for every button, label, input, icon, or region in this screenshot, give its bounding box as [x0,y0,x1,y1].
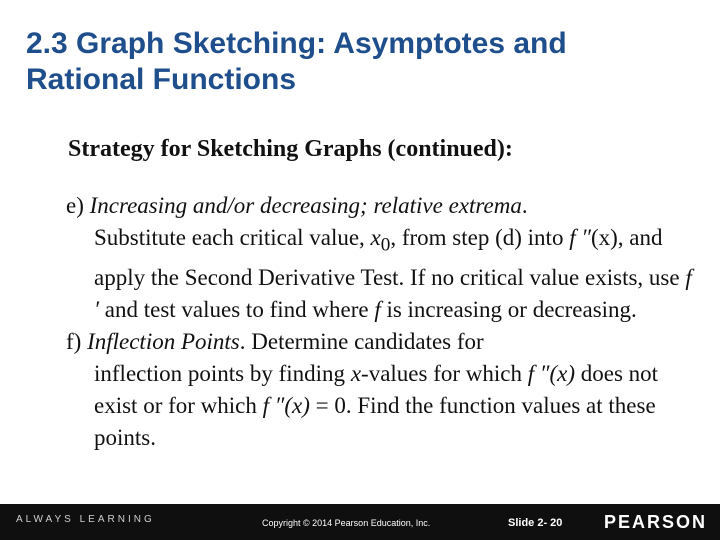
text-segment: = 0. Find the function values at these points. [94,392,656,450]
text-segment: Increasing and/or decreasing; relative extrema [89,193,522,218]
text-segment: f ″(x) [262,392,310,418]
slide-body [66,190,696,454]
footer-copyright: Copyright © 2014 Pearson Education, Inc. [262,518,431,528]
footer-tagline: ALWAYS LEARNING [16,514,155,525]
footer-bar [0,504,720,540]
text-segment: x [350,360,362,386]
text-segment: 0 [380,234,391,256]
text-segment: and test values to find where [99,296,375,322]
text-segment: is increasing or decreasing. [380,296,637,322]
text-segment: . Determine candidates for [239,328,484,354]
text-segment: . [521,193,528,218]
text-segment: Substitute each critical value, [94,225,371,250]
slide-title: 2.3 Graph Sketching: Asymptotes and Rational Functions [26,27,567,96]
text-segment: inflection points by finding [94,360,351,386]
text-segment: x [370,225,381,250]
slide-subtitle: Strategy for Sketching Graphs (continued): [68,136,513,162]
text-segment: f ″ [569,225,591,250]
pearson-logo: PEARSON [604,512,708,532]
text-segment: Inflection Points [87,328,240,354]
item-f [66,326,696,454]
item-e-lead [66,193,528,218]
text-segment: f ′ [94,264,692,322]
text-segment: f) [66,328,88,354]
slide-number: Slide 2- 20 [508,517,563,529]
text-segment: (x), and apply the Second Derivative Test. If no critical value exists, use [94,225,686,290]
text-segment: does not exist or for which [94,360,659,418]
item-e [66,190,696,326]
text-segment: -values for which [361,360,528,386]
item-e-continuation [66,222,696,326]
text-segment: e) [66,193,90,218]
item-f-continuation [66,358,696,454]
item-f-lead [66,329,484,354]
text-segment: f [374,296,381,322]
text-segment: f ″(x) [527,360,575,386]
text-segment: , from step (d) into [390,225,570,250]
